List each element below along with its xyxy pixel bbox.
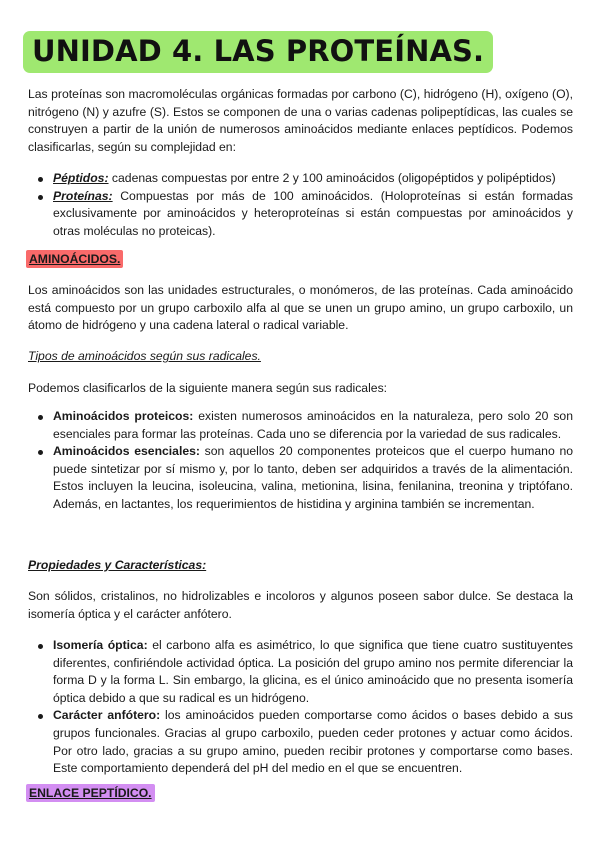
bullet-icon — [38, 195, 43, 200]
page-title: UNIDAD 4. LAS PROTEÍNAS. — [32, 34, 485, 68]
props-list — [28, 637, 573, 778]
term-label: Aminoácidos proteicos: — [53, 409, 194, 423]
list-item — [28, 443, 573, 513]
term-label: Isomería óptica: — [53, 638, 148, 652]
term-label: Péptidos: — [53, 171, 109, 185]
bullet-icon — [38, 177, 43, 182]
bullet-icon — [38, 415, 43, 420]
section-heading-aminoacidos: AMINOÁCIDOS. — [26, 250, 123, 268]
aminoacidos-intro: Los aminoácidos son las unidades estructurales, o monómeros, de las proteínas. Cada aminoácido está compuesto por un grupo carboxilo alfa al que se unen un grupo amino, un grupo carboxilo, un átomo de hidrógeno y una cadena lateral o radical variable. — [28, 283, 573, 333]
classification-list — [28, 170, 573, 240]
list-item — [28, 188, 573, 241]
list-item — [28, 637, 573, 707]
term-description: existen numerosos aminoácidos en la naturaleza, pero solo 20 son esenciales para formar las proteínas. Cada uno se diferencia por la variedad de sus radicales. — [53, 409, 573, 441]
term-description: los aminoácidos pueden comportarse como ácidos o bases debido a sus grupos funcionales. Gracias al grupo carboxilo, pueden ceder protones y actuar como ácidos. Por otro lado, gracias a su grupo amino, pueden recibir protones y comportarse como bases. Este comportamiento dependerá del pH del medio en el que se encuentren. — [53, 708, 573, 776]
section-heading-enlace-peptidico: ENLACE PEPTÍDICO. — [26, 784, 155, 802]
term-description: son aquellos 20 componentes proteicos que el cuerpo humano no puede sintetizar por sí mismo y, por lo tanto, deben ser adquiridos a través de la alimentación. Estos incluyen la leucina, isoleucina, valina, metionina, lisina, fenilanina, treonina y triptófano. Además, en lactantes, los requerimientos de histidina y arginina también se incrementan. — [53, 444, 573, 511]
bullet-icon — [38, 450, 43, 455]
bullet-icon — [38, 714, 43, 719]
term-description: Compuestas por más de 100 aminoácidos. (Holoproteínas si están formadas exclusivamente por aminoácidos y heteroproteínas si están compuestas por aminoácidos y otras moléculas no proteicas). — [53, 188, 573, 238]
bullet-icon — [38, 644, 43, 649]
list-item — [28, 408, 573, 443]
title-highlight — [23, 31, 493, 73]
term-label: Proteínas: — [53, 188, 113, 203]
term-label: Carácter anfótero: — [53, 708, 161, 723]
list-item — [28, 707, 573, 777]
subheading-propiedades: Propiedades y Características: — [28, 558, 207, 572]
list-item — [28, 170, 573, 188]
term-label: Aminoácidos esenciales: — [53, 444, 200, 459]
subheading-tipos: Tipos de aminoácidos según sus radicales. — [28, 349, 261, 363]
types-intro: Podemos clasificarlos de la siguiente manera según sus radicales: — [28, 381, 388, 395]
term-description: el carbono alfa es asimétrico, lo que significa que tiene cuatro sustituyentes diferentes, confiriéndole actividad óptica. La posición del grupo amino nos permite diferenciar la forma D y la forma L. Sin embargo, la glicina, es el único aminoácido que no presenta isomería óptica debido a que su radical es un hidrógeno. — [53, 638, 573, 705]
intro-paragraph: Las proteínas son macromoléculas orgánicas formadas por carbono (C), hidrógeno (H), oxígeno (O), nitrógeno (N) y azufre (S). Estos se componen de una o varias cadenas polipeptídicas, las cuales se construyen a partir de la unión de numerosos aminoácidos mediante enlaces peptídicos. Podemos clasificarlas, según su complejidad en: — [28, 87, 573, 154]
term-description: cadenas compuestas por entre 2 y 100 aminoácidos (oligopéptidos y polipéptidos) — [108, 171, 556, 185]
types-list — [28, 408, 573, 514]
props-intro: Son sólidos, cristalinos, no hidrolizables e incoloros y algunos poseen sabor dulce. Se destaca la isomería óptica y el carácter anfótero. — [28, 589, 573, 621]
